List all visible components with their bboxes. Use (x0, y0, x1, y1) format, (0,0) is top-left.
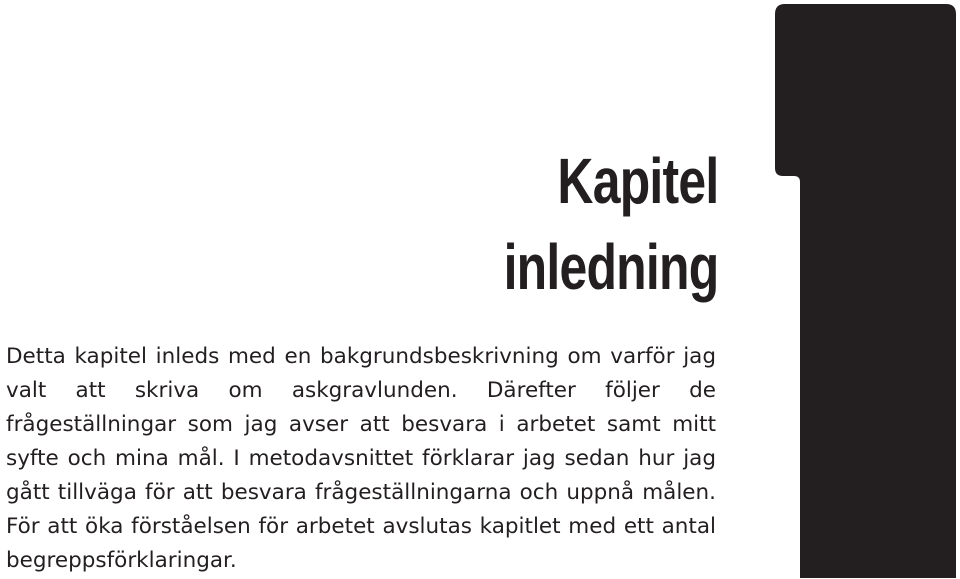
chapter-title-line-1: Kapitel (557, 145, 718, 217)
chapter-title-line-2: inledning (503, 231, 718, 303)
chapter-number-graphic (775, 4, 956, 578)
chapter-number-one-shape (775, 4, 956, 578)
chapter-intro-paragraph: Detta kapitel inleds med en bakgrundsbeskrivning om varför jag valt att skriva om askgravlunden. Därefter följer de frågeställningar som jag avser att besvara i arbetet samt mitt syfte och mina mål. I metodavsnittet förklarar jag sedan hur jag gått tillväga för att besvara frågeställningarna och uppnå målen. För att öka förståelsen för arbetet avslutas kapitlet med ett antal begreppsförklaringar. (6, 344, 716, 573)
chapter-title (503, 138, 718, 310)
